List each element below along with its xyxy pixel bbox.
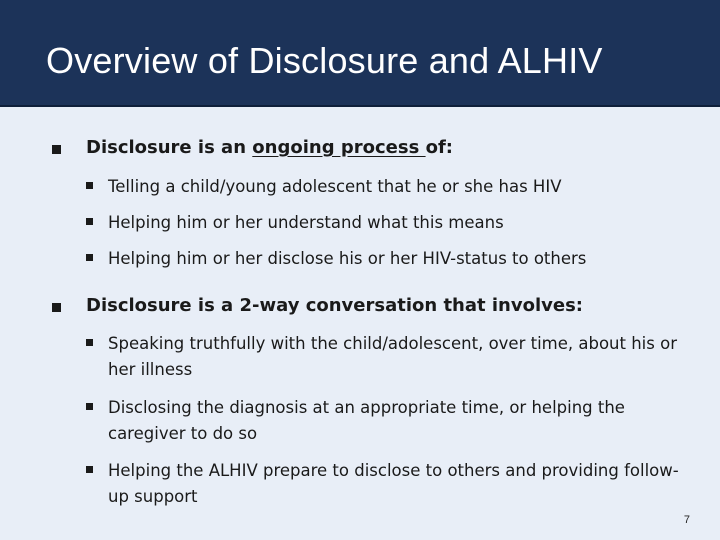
square-bullet-icon bbox=[52, 145, 61, 154]
list-item bbox=[86, 331, 684, 383]
heading-post: of: bbox=[425, 137, 453, 158]
square-bullet-icon bbox=[86, 218, 93, 225]
list-item bbox=[86, 174, 684, 200]
section-1-heading-row bbox=[52, 137, 690, 163]
section-2-heading: Disclosure is a 2-way conversation that involves: bbox=[86, 295, 583, 316]
slide-title: Overview of Disclosure and ALHIV bbox=[46, 40, 603, 81]
page-number: 7 bbox=[683, 514, 690, 526]
slide-content bbox=[0, 107, 720, 540]
list-item bbox=[86, 458, 684, 510]
square-bullet-icon bbox=[52, 303, 61, 312]
list-item-text: Telling a child/young adolescent that he or she has HIV bbox=[108, 177, 562, 196]
square-bullet-icon bbox=[86, 339, 93, 346]
section-1-heading bbox=[86, 137, 453, 158]
heading-underlined: ongoing process bbox=[252, 137, 426, 158]
title-bar bbox=[0, 0, 720, 107]
square-bullet-icon bbox=[86, 466, 93, 473]
square-bullet-icon bbox=[86, 182, 93, 189]
list-item-text: Helping him or her disclose his or her HIV-status to others bbox=[108, 249, 587, 268]
list-item bbox=[86, 246, 684, 272]
square-bullet-icon bbox=[86, 403, 93, 410]
list-item-text: Helping the ALHIV prepare to disclose to others and providing follow-up support bbox=[108, 461, 679, 506]
list-item-text: Helping him or her understand what this means bbox=[108, 213, 504, 232]
list-item bbox=[86, 395, 684, 447]
list-item bbox=[86, 210, 684, 236]
section-2-heading-row bbox=[52, 295, 690, 321]
square-bullet-icon bbox=[86, 254, 93, 261]
heading-pre: Disclosure is an bbox=[86, 137, 253, 158]
list-item-text: Speaking truthfully with the child/adolescent, over time, about his or her illness bbox=[108, 334, 677, 379]
list-item-text: Disclosing the diagnosis at an appropriate time, or helping the caregiver to do so bbox=[108, 398, 625, 443]
